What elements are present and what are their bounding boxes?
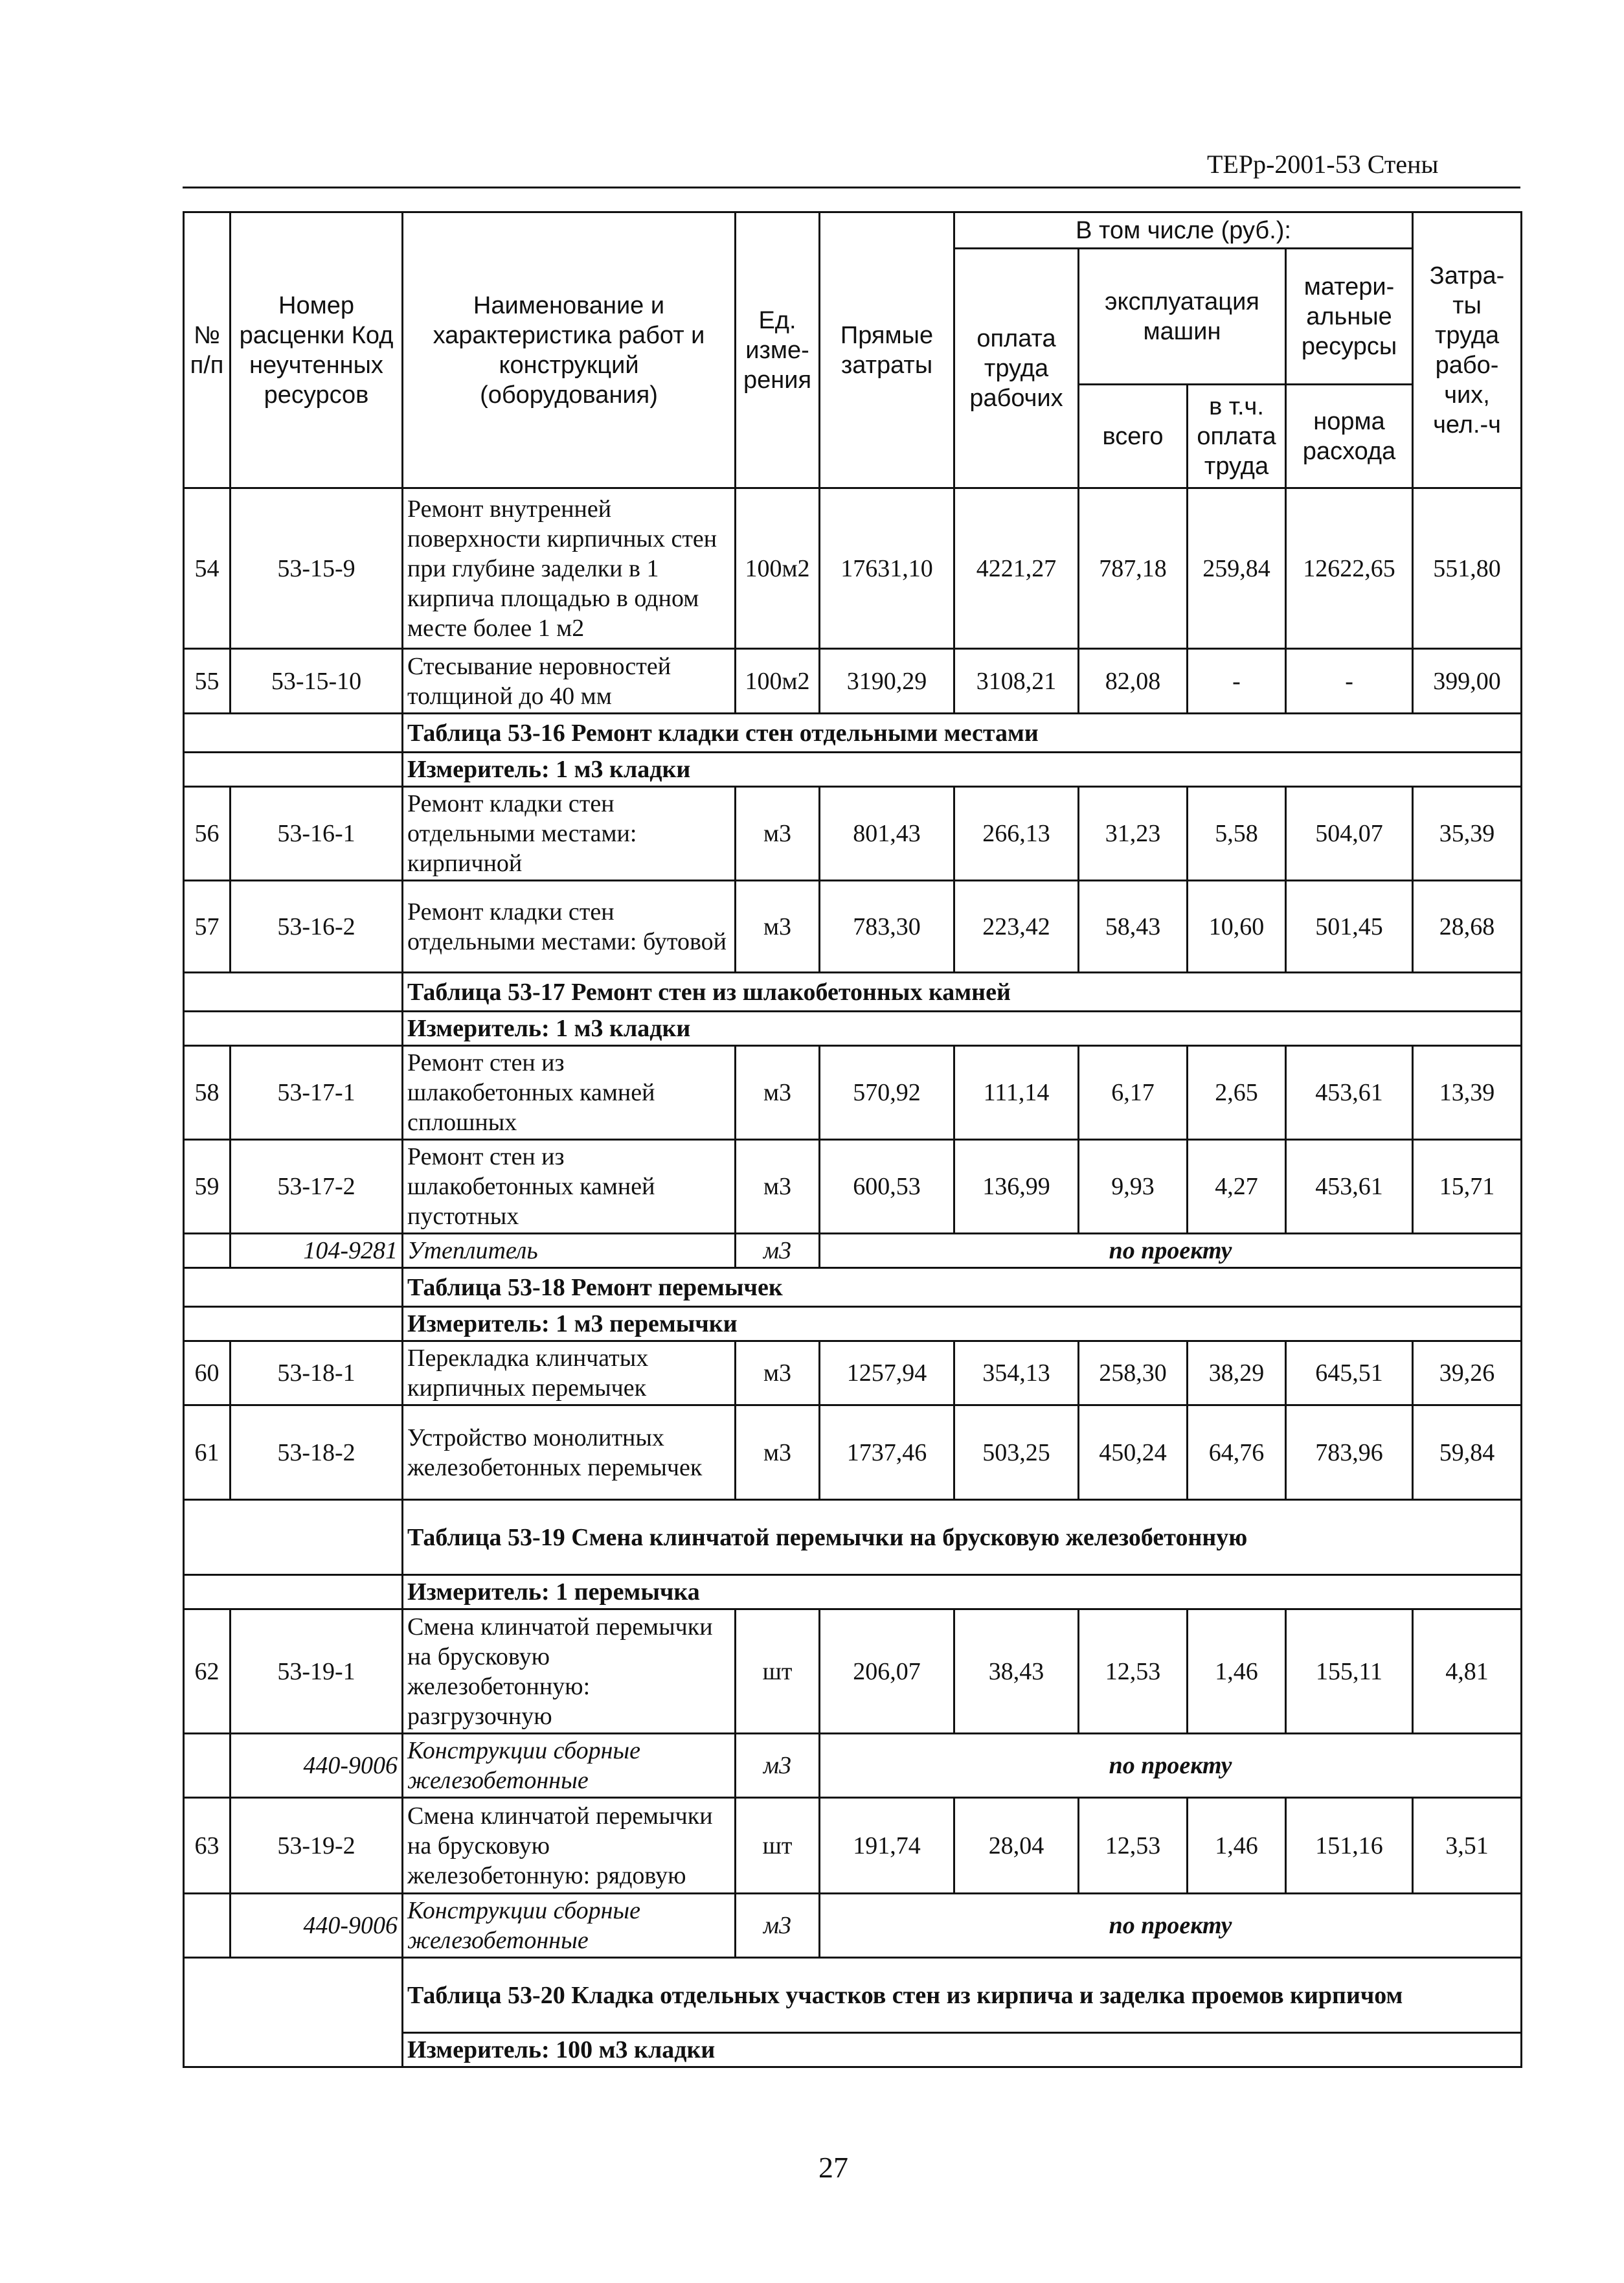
- measure-row: [184, 753, 1522, 787]
- row-hours: 39,26: [1413, 1341, 1522, 1405]
- row-code: 53-16-2: [231, 881, 403, 973]
- section-title-row: [184, 1268, 1522, 1307]
- row-unit: 100м2: [736, 488, 820, 649]
- row-direct: 17631,10: [820, 488, 954, 649]
- row-hours: 15,71: [1413, 1140, 1522, 1234]
- row-unit: м3: [736, 1140, 820, 1234]
- row-mach: 9,93: [1079, 1140, 1188, 1234]
- measure-row: [184, 1575, 1522, 1609]
- row-mach-labor: 5,58: [1188, 787, 1286, 881]
- row-direct: 783,30: [820, 881, 954, 973]
- row-name: Ремонт кладки стен отдельными местами: бутовой: [403, 881, 736, 973]
- row-unit: м3: [736, 1405, 820, 1500]
- resource-row: [184, 1894, 1522, 1958]
- measure-row: [184, 1012, 1522, 1046]
- row-mach: 258,30: [1079, 1341, 1188, 1405]
- table-row: [184, 649, 1522, 714]
- row-num: 58: [184, 1046, 231, 1140]
- row-num: 55: [184, 649, 231, 714]
- row-num: 57: [184, 881, 231, 973]
- row-num: 59: [184, 1140, 231, 1234]
- row-unit: м3: [736, 787, 820, 881]
- row-mach-labor: 10,60: [1188, 881, 1286, 973]
- row-labor: 136,99: [954, 1140, 1079, 1234]
- row-mat: 504,07: [1286, 787, 1413, 881]
- row-mat: 453,61: [1286, 1046, 1413, 1140]
- col-machines-total-header: всего: [1079, 385, 1188, 488]
- table-row: [184, 1046, 1522, 1140]
- section-measure: Измеритель: 100 м3 кладки: [403, 2033, 1522, 2067]
- row-direct: 191,74: [820, 1798, 954, 1894]
- row-mach-labor: 4,27: [1188, 1140, 1286, 1234]
- row-hours: 59,84: [1413, 1405, 1522, 1500]
- row-code: 53-18-1: [231, 1341, 403, 1405]
- col-labor-header: оплата труда рабочих: [954, 249, 1079, 488]
- row-unit: м3: [736, 1046, 820, 1140]
- rates-table: [183, 211, 1522, 2068]
- row-mach-labor: 1,46: [1188, 1609, 1286, 1734]
- section-measure: Измеритель: 1 м3 кладки: [403, 1012, 1522, 1046]
- header-rule: [183, 187, 1520, 188]
- row-code: 53-17-1: [231, 1046, 403, 1140]
- resource-unit: м3: [736, 1734, 820, 1798]
- table-row: [184, 1609, 1522, 1734]
- row-labor: 223,42: [954, 881, 1079, 973]
- row-mat: 645,51: [1286, 1341, 1413, 1405]
- row-direct: 570,92: [820, 1046, 954, 1140]
- resource-row: [184, 1734, 1522, 1798]
- row-mat: -: [1286, 649, 1413, 714]
- row-hours: 551,80: [1413, 488, 1522, 649]
- resource-note: по проекту: [820, 1234, 1522, 1268]
- row-code: 53-16-1: [231, 787, 403, 881]
- resource-code: 104-9281: [231, 1234, 403, 1268]
- section-title-row: [184, 714, 1522, 753]
- row-mat: 155,11: [1286, 1609, 1413, 1734]
- col-num-header: № п/п: [184, 212, 231, 488]
- row-labor: 28,04: [954, 1798, 1079, 1894]
- section-measure: Измеритель: 1 м3 кладки: [403, 753, 1522, 787]
- resource-name: Конструкции сборные железобетонные: [403, 1894, 736, 1958]
- row-direct: 1257,94: [820, 1341, 954, 1405]
- row-mach-labor: -: [1188, 649, 1286, 714]
- row-unit: м3: [736, 1341, 820, 1405]
- row-labor: 3108,21: [954, 649, 1079, 714]
- row-unit: шт: [736, 1609, 820, 1734]
- row-mach: 82,08: [1079, 649, 1188, 714]
- table-row: [184, 1140, 1522, 1234]
- col-unit-header: Ед. изме-рения: [736, 212, 820, 488]
- section-measure: Измеритель: 1 м3 перемычки: [403, 1307, 1522, 1341]
- row-code: 53-18-2: [231, 1405, 403, 1500]
- row-code: 53-19-1: [231, 1609, 403, 1734]
- row-num: 60: [184, 1341, 231, 1405]
- resource-row: [184, 1234, 1522, 1268]
- row-direct: 1737,46: [820, 1405, 954, 1500]
- resource-name: Утеплитель: [403, 1234, 736, 1268]
- row-code: 53-17-2: [231, 1140, 403, 1234]
- row-labor: 111,14: [954, 1046, 1079, 1140]
- table-row: [184, 488, 1522, 649]
- row-mach: 31,23: [1079, 787, 1188, 881]
- table-row: [184, 1341, 1522, 1405]
- col-code-header: Номер расценки Код неучтенных ресурсов: [231, 212, 403, 488]
- row-mach: 450,24: [1079, 1405, 1188, 1500]
- row-name: Перекладка клинчатых кирпичных перемычек: [403, 1341, 736, 1405]
- row-name: Ремонт стен из шлакобетонных камней сплошных: [403, 1046, 736, 1140]
- row-mach: 12,53: [1079, 1609, 1188, 1734]
- row-labor: 354,13: [954, 1341, 1079, 1405]
- section-title: Таблица 53-20 Кладка отдельных участков стен из кирпича и заделка проемов кирпичом: [403, 1958, 1522, 2033]
- document-header: ТЕРр-2001-53 Стены: [1207, 150, 1439, 179]
- row-mach-labor: 64,76: [1188, 1405, 1286, 1500]
- row-mach: 6,17: [1079, 1046, 1188, 1140]
- row-name: Смена клинчатой перемычки на брусковую железобетонную: рядовую: [403, 1798, 736, 1894]
- col-name-header: Наименование и характеристика работ и конструкций (оборудования): [403, 212, 736, 488]
- row-direct: 3190,29: [820, 649, 954, 714]
- col-incl-header: В том числе (руб.):: [954, 212, 1413, 249]
- row-mat: 453,61: [1286, 1140, 1413, 1234]
- row-mach: 58,43: [1079, 881, 1188, 973]
- resource-code: 440-9006: [231, 1894, 403, 1958]
- row-labor: 4221,27: [954, 488, 1079, 649]
- row-unit: м3: [736, 881, 820, 973]
- resource-note: по проекту: [820, 1894, 1522, 1958]
- row-mat: 501,45: [1286, 881, 1413, 973]
- row-mach-labor: 38,29: [1188, 1341, 1286, 1405]
- row-hours: 28,68: [1413, 881, 1522, 973]
- row-labor: 266,13: [954, 787, 1079, 881]
- row-num: 62: [184, 1609, 231, 1734]
- measure-row: [184, 1307, 1522, 1341]
- row-direct: 206,07: [820, 1609, 954, 1734]
- section-title: Таблица 53-18 Ремонт перемычек: [403, 1268, 1522, 1307]
- section-title-row: [184, 1958, 1522, 2033]
- row-code: 53-19-2: [231, 1798, 403, 1894]
- row-name: Смена клинчатой перемычки на брусковую железобетонную: разгрузочную: [403, 1609, 736, 1734]
- row-name: Устройство монолитных железобетонных перемычек: [403, 1405, 736, 1500]
- section-title: Таблица 53-17 Ремонт стен из шлакобетонных камней: [403, 973, 1522, 1012]
- page-number: 27: [818, 2151, 848, 2184]
- resource-name: Конструкции сборные железобетонные: [403, 1734, 736, 1798]
- row-name: Ремонт внутренней поверхности кирпичных стен при глубине заделки в 1 кирпича площадью в одном месте более 1 м2: [403, 488, 736, 649]
- row-name: Стесывание неровностей толщиной до 40 мм: [403, 649, 736, 714]
- row-mat: 151,16: [1286, 1798, 1413, 1894]
- row-unit: шт: [736, 1798, 820, 1894]
- section-measure: Измеритель: 1 перемычка: [403, 1575, 1522, 1609]
- row-hours: 3,51: [1413, 1798, 1522, 1894]
- row-name: Ремонт стен из шлакобетонных камней пустотных: [403, 1140, 736, 1234]
- row-num: 56: [184, 787, 231, 881]
- resource-code: 440-9006: [231, 1734, 403, 1798]
- row-code: 53-15-9: [231, 488, 403, 649]
- resource-unit: м3: [736, 1234, 820, 1268]
- row-unit: 100м2: [736, 649, 820, 714]
- row-code: 53-15-10: [231, 649, 403, 714]
- row-mach: 787,18: [1079, 488, 1188, 649]
- row-mach-labor: 2,65: [1188, 1046, 1286, 1140]
- table-row: [184, 1798, 1522, 1894]
- row-direct: 600,53: [820, 1140, 954, 1234]
- row-hours: 399,00: [1413, 649, 1522, 714]
- table-row: [184, 1405, 1522, 1500]
- row-direct: 801,43: [820, 787, 954, 881]
- section-title: Таблица 53-16 Ремонт кладки стен отдельными местами: [403, 714, 1522, 753]
- section-title: Таблица 53-19 Смена клинчатой перемычки на брусковую железобетонную: [403, 1500, 1522, 1575]
- section-title-row: [184, 1500, 1522, 1575]
- row-mach-labor: 1,46: [1188, 1798, 1286, 1894]
- table-row: [184, 787, 1522, 881]
- row-mach: 12,53: [1079, 1798, 1188, 1894]
- table-row: [184, 881, 1522, 973]
- section-title-row: [184, 973, 1522, 1012]
- row-name: Ремонт кладки стен отдельными местами: кирпичной: [403, 787, 736, 881]
- row-labor: 38,43: [954, 1609, 1079, 1734]
- row-hours: 13,39: [1413, 1046, 1522, 1140]
- col-machines-labor-header: в т.ч. оплата труда: [1188, 385, 1286, 488]
- col-materials-header: матери-альные ресурсы: [1286, 249, 1413, 385]
- row-num: 61: [184, 1405, 231, 1500]
- row-mach-labor: 259,84: [1188, 488, 1286, 649]
- row-mat: 12622,65: [1286, 488, 1413, 649]
- col-direct-header: Прямые затраты: [820, 212, 954, 488]
- col-machines-header: эксплуатация машин: [1079, 249, 1286, 385]
- row-hours: 4,81: [1413, 1609, 1522, 1734]
- col-hours-header: Затра-ты труда рабо-чих, чел.-ч: [1413, 212, 1522, 488]
- row-num: 63: [184, 1798, 231, 1894]
- resource-note: по проекту: [820, 1734, 1522, 1798]
- row-labor: 503,25: [954, 1405, 1079, 1500]
- row-hours: 35,39: [1413, 787, 1522, 881]
- row-mat: 783,96: [1286, 1405, 1413, 1500]
- resource-unit: м3: [736, 1894, 820, 1958]
- col-materials-norm-header: норма расхода: [1286, 385, 1413, 488]
- row-num: 54: [184, 488, 231, 649]
